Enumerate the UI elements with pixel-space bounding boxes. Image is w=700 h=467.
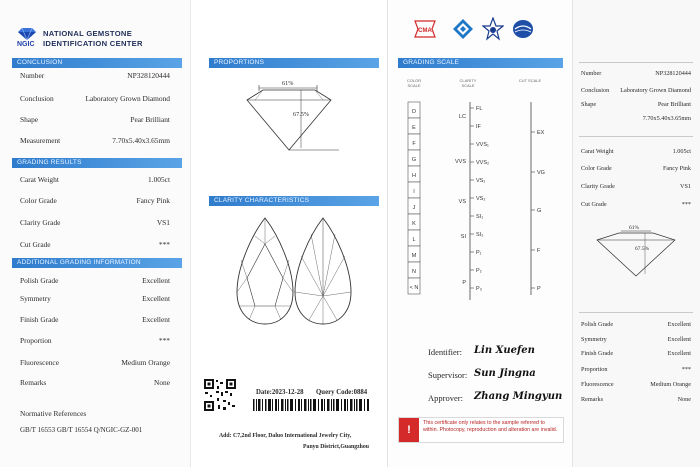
clarity-grade-label: VS₂ (476, 196, 486, 202)
summary-shape-value: Pear Brilliant (657, 101, 691, 108)
color-grade-label: G (411, 157, 417, 163)
qr-code-icon (203, 378, 237, 412)
divider-mid (579, 136, 693, 137)
finish-value: Excellent (142, 315, 170, 324)
number-value: NP328120444 (127, 71, 170, 80)
cut-grade-label: G (537, 208, 542, 214)
clarity-grade-label: VVS₂ (476, 160, 490, 166)
clarity-value: VS1 (156, 218, 170, 227)
number-label: Number (20, 71, 45, 80)
color-grade-label: < N (409, 285, 419, 291)
section-bar-grading-results: GRADING RESULTS (12, 158, 182, 168)
normative-title: Normative References (20, 409, 87, 418)
clarity-scale-label: CLARITY SCALE (459, 78, 477, 88)
org-abbr: NGIC (17, 41, 35, 48)
clarity-group-label: P (462, 280, 466, 286)
panel-report-left (0, 0, 190, 467)
summary-number-value: NP328120444 (655, 70, 691, 77)
address-line2: Panyu District,Guangzhou (303, 444, 370, 450)
color-grade-label: I (413, 189, 415, 195)
clarity-group-label: SI (460, 234, 466, 240)
clarity-grade-label: SI₁ (476, 214, 484, 220)
color-label: Color Grade (20, 196, 57, 205)
summary-cut-label: Cut Grade (581, 201, 607, 208)
approver-row (428, 393, 463, 403)
address-line1: Add: C7,2nd Floor, Daluo International Jewelry City, (219, 433, 352, 439)
panel-summary (572, 0, 700, 467)
proportion-label: Proportion (20, 336, 52, 345)
color-grade-label: D (412, 109, 416, 115)
cut-value: *** (158, 240, 170, 249)
color-scale-label: COLOR SCALE (406, 78, 422, 88)
disclaimer-text: This certificate only relates to the sample referred to within. Photocopy, reproduction and alteration are invalid. (423, 420, 558, 433)
shape-value: Pear Brilliant (130, 115, 170, 124)
panel-diagrams (190, 0, 387, 467)
normative-refs: GB/T 16553 GB/T 16554 Q/NGIC-GZ-001 (20, 426, 143, 434)
clarity-grade-label: P₃ (476, 286, 482, 292)
summary-clarity-label: Clarity Grade (581, 183, 615, 190)
clarity-grade-label: IF (476, 124, 481, 130)
supervisor-row (428, 370, 467, 380)
query-code: Query Code:0884 (316, 389, 368, 396)
cut-scale-label: CUT SCALE (518, 78, 542, 83)
proportion-diagram (219, 78, 369, 158)
summary-color-label: Color Grade (581, 165, 612, 172)
conclusion-label: Conclusion (20, 94, 54, 103)
summary-symmetry-label: Symmetry (581, 336, 607, 343)
cut-grade-label: EX (537, 130, 545, 136)
color-grade-label: F (412, 141, 416, 147)
clarity-grade-label: SI₂ (476, 232, 484, 238)
summary-proportion-value: *** (681, 366, 691, 373)
color-grade-label: K (412, 221, 416, 227)
summary-clarity-value: VS1 (679, 183, 691, 190)
issue-date: Date:2023-12-28 (256, 389, 304, 396)
summary-symmetry-value: Excellent (667, 336, 691, 343)
cut-grade-label: VG (537, 170, 545, 176)
section-bar-proportions: PROPORTIONS (209, 58, 379, 68)
identifier-row (428, 347, 462, 357)
summary-fluorescence-label: Fluorescence (581, 381, 614, 388)
clarity-grade-label: VS₁ (476, 178, 486, 184)
finish-label: Finish Grade (20, 315, 59, 324)
clarity-grade-label: FL (476, 106, 483, 112)
summary-measurement-value: 7.70x5.40x3.65mm (642, 115, 691, 122)
color-grade-label: J (412, 205, 416, 211)
summary-remarks-label: Remarks (581, 396, 603, 403)
summary-proportion-diagram (591, 224, 686, 280)
star-seal-icon (482, 17, 504, 41)
supervisor-label: Supervisor: (428, 370, 468, 380)
grading-scale-chart (388, 90, 573, 300)
summary-carat-value: 1.005ct (672, 148, 691, 155)
symmetry-value: Excellent (142, 294, 170, 303)
remarks-value: None (153, 378, 170, 387)
clarity-group-label: VS (458, 199, 466, 205)
summary-finish-value: Excellent (667, 350, 691, 357)
summary-cut-value: *** (681, 201, 691, 208)
color-grade-label: E (412, 125, 416, 131)
clarity-plot-pavilion (291, 216, 355, 328)
color-value: Fancy Pink (136, 196, 170, 205)
summary-number-label: Number (581, 70, 602, 77)
fluorescence-value: Medium Orange (121, 358, 170, 367)
cut-grade-label: F (537, 248, 541, 254)
carat-value: 1.005ct (148, 175, 170, 184)
clarity-grade-label: VVS₁ (476, 142, 489, 148)
conclusion-value: Laboratory Grown Diamond (85, 94, 170, 103)
org-name-line1: NATIONAL GEMSTONE (43, 29, 133, 38)
approver-label: Approver: (428, 393, 463, 403)
table-percentage: 61% (282, 80, 294, 87)
disclaimer-box (398, 417, 564, 443)
polish-label: Polish Grade (20, 276, 59, 285)
measurement-label: Measurement (20, 136, 61, 145)
summary-remarks-value: None (677, 396, 691, 403)
clarity-label: Clarity Grade (20, 218, 61, 227)
remarks-label: Remarks (20, 378, 47, 387)
cut-label: Cut Grade (20, 240, 51, 249)
warning-icon: ! (399, 418, 419, 442)
section-bar-conclusion: CONCLUSION (12, 58, 182, 68)
section-bar-clarity: CLARITY CHARACTERISTICS (209, 196, 379, 206)
symmetry-label: Symmetry (20, 294, 51, 303)
divider-top (579, 62, 693, 63)
summary-table-pct: 61% (629, 225, 640, 231)
summary-conclusion-value: Laboratory Grown Diamond (620, 87, 691, 94)
barcode-icon (253, 399, 371, 411)
summary-finish-label: Finish Grade (581, 350, 614, 357)
summary-depth-pct: 67.5% (635, 246, 650, 252)
summary-polish-label: Polish Grade (581, 321, 614, 328)
color-grade-label: L (412, 237, 416, 243)
color-grade-label: M (411, 253, 417, 259)
summary-polish-value: Excellent (667, 321, 691, 328)
shape-label: Shape (20, 115, 39, 124)
summary-color-value: Fancy Pink (662, 165, 691, 172)
cnas-seal-icon (512, 19, 534, 39)
summary-carat-label: Carat Weight (581, 148, 614, 155)
color-grade-label: N (412, 269, 416, 275)
proportion-value: *** (158, 336, 170, 345)
org-name-line2: IDENTIFICATION CENTER (43, 39, 143, 48)
clarity-grade-label: P₂ (476, 268, 482, 274)
summary-shape-label: Shape (581, 101, 597, 108)
summary-proportion-label: Proportion (581, 366, 608, 373)
color-grade-label: H (412, 173, 416, 179)
panel-grading-scale (387, 0, 572, 467)
clarity-plot-crown (233, 216, 297, 328)
section-bar-grading-scale: GRADING SCALE (398, 58, 563, 68)
diamond-logo-icon (17, 27, 37, 41)
fluorescence-label: Fluorescence (20, 358, 59, 367)
divider-low (579, 312, 693, 313)
cma-seal-icon (412, 18, 438, 40)
carat-label: Carat Weight (20, 175, 59, 184)
measurement-value: 7.70x5.40x3.65mm (112, 136, 170, 145)
supervisor-signature: Sun Jingna (474, 368, 536, 379)
identifier-signature: Lin Xuefen (474, 345, 535, 356)
depth-percentage: 67.5% (293, 111, 309, 118)
section-bar-additional: ADDITIONAL GRADING INFORMATION (12, 258, 182, 268)
summary-fluorescence-value: Medium Orange (650, 381, 691, 388)
identifier-label: Identifier: (428, 347, 462, 357)
diamond-mark-icon (452, 18, 474, 40)
clarity-group-label: LC (458, 114, 466, 120)
clarity-group-label: VVS (454, 159, 466, 165)
approver-signature: Zhang Mingyun (474, 391, 563, 402)
summary-conclusion-label: Conclusion (581, 87, 610, 94)
cut-grade-label: P (537, 286, 541, 292)
polish-value: Excellent (142, 276, 170, 285)
svg-text:CMA: CMA (418, 28, 432, 34)
clarity-grade-label: P₁ (476, 250, 482, 256)
